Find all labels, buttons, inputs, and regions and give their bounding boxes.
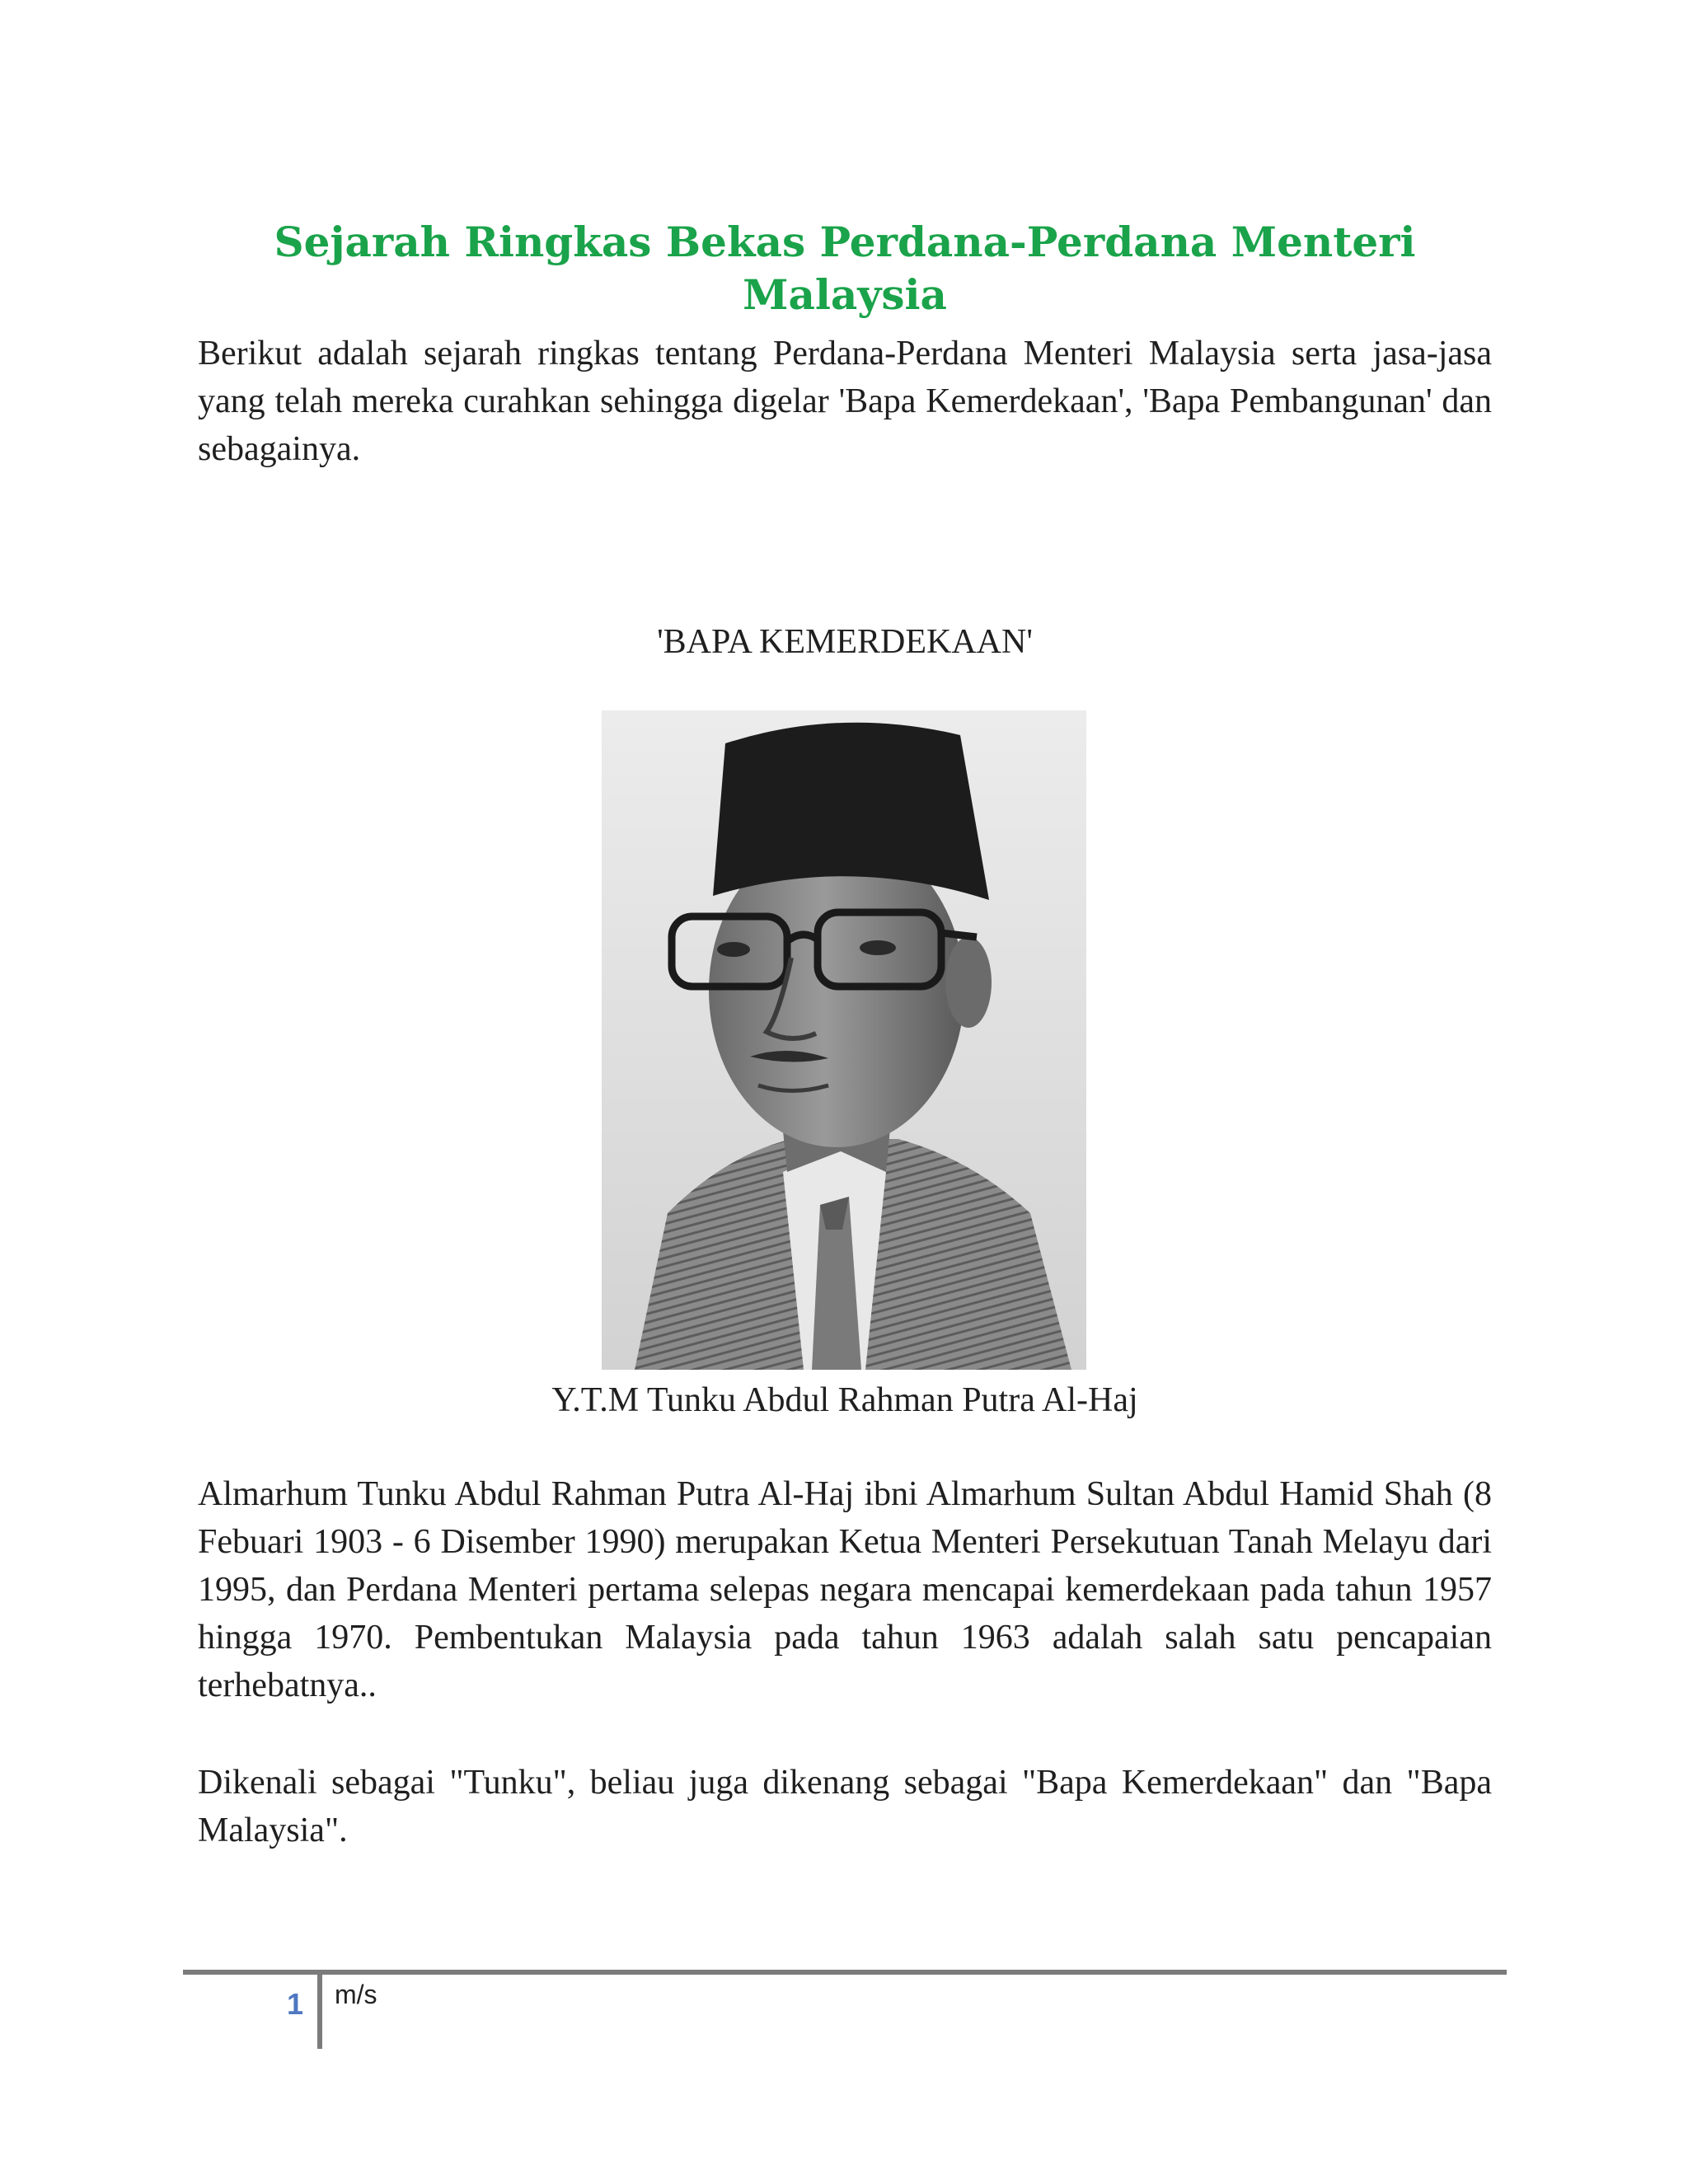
footer-label: m/s: [335, 1980, 377, 2009]
body-paragraph-1: Almarhum Tunku Abdul Rahman Putra Al-Haj ibni Almarhum Sultan Abdul Hamid Shah (8 Febuari 1903 - 6 Disember 1990) merupakan Ketua Menteri Persekutuan Tanah Melayu dari 1995, dan Perdana Menteri pertama selepas negara mencapai kemerdekaan pada tahun 1957 hingga 1970. Pembentukan Malaysia pada tahun 1963 adalah salah satu pencapaian terhebatnya..: [198, 1475, 1492, 1704]
portrait-caption: Y.T.M Tunku Abdul Rahman Putra Al-Haj: [551, 1381, 1138, 1419]
page-number: 1: [286, 1987, 304, 2021]
portrait-photo: [602, 710, 1086, 1370]
footer-divider: [317, 1970, 322, 2049]
intro-paragraph: Berikut adalah sejarah ringkas tentang Perdana-Perdana Menteri Malaysia serta jasa-jasa yang telah mereka curahkan sehingga digelar 'Bapa Kemerdekaan', 'Bapa Pembangunan' dan sebagainya.: [198, 335, 1492, 468]
portrait-illustration: [602, 710, 1086, 1370]
section-heading: 'BAPA KEMERDEKAAN': [657, 623, 1033, 661]
footer-rule: [183, 1970, 1507, 1975]
page-title: Sejarah Ringkas Bekas Perdana-Perdana Menteri Malaysia: [274, 218, 1416, 319]
body-paragraph-2: Dikenali sebagai "Tunku", beliau juga dikenang sebagai "Bapa Kemerdekaan" dan "Bapa Malaysia".: [198, 1764, 1492, 1849]
